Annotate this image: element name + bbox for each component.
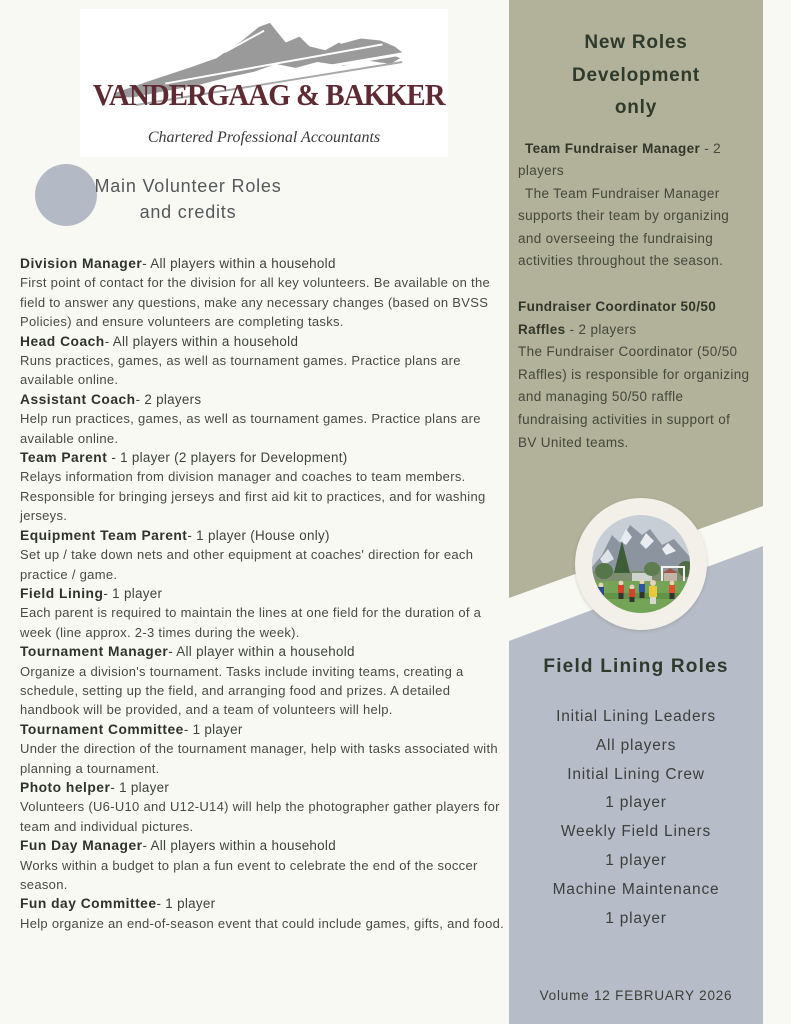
role-entry xyxy=(20,894,507,933)
photo-frame xyxy=(575,498,707,630)
new-role-players: - 2 players xyxy=(518,140,722,179)
role-description: Organize a division's tournament. Tasks include inviting teams, creating a schedule, setting up the field, and arranging food and prizes. A detailed handbook will be provided, and a team of volunteers will help. xyxy=(20,663,464,718)
new-role-description: The Team Fundraiser Manager supports their team by organizing and overseeing the fundraising activities throughout the season. xyxy=(518,185,730,269)
role-title: Fun day Committee xyxy=(20,896,157,912)
new-role-entry xyxy=(518,138,751,274)
role-players: - All players within a household xyxy=(142,838,336,854)
sidebar xyxy=(509,0,763,1024)
new-roles-body xyxy=(509,138,763,455)
role-title: Division Manager xyxy=(20,256,143,271)
field-lining-section xyxy=(509,656,763,933)
new-roles-heading-line2: Development xyxy=(571,64,701,86)
role-entry xyxy=(20,526,507,584)
role-title: Team Parent xyxy=(20,450,108,466)
page-title-line1: Main Volunteer Roles xyxy=(94,176,282,196)
role-title-line xyxy=(20,778,507,797)
role-title-line xyxy=(20,642,507,661)
role-description: Under the direction of the tournament manager, help with tasks associated with planning a tournament. xyxy=(20,741,498,776)
role-title: Photo helper xyxy=(20,779,111,795)
role-title: Tournament Manager xyxy=(20,644,169,660)
field-lining-role: Initial Lining Leaders xyxy=(556,708,716,725)
volume-footer: Volume 12 FEBRUARY 2026 xyxy=(539,988,733,1003)
role-entry xyxy=(20,390,507,448)
role-entry xyxy=(20,836,507,894)
new-roles-heading-line3: only xyxy=(614,97,658,118)
field-lining-count: 1 player xyxy=(605,794,667,812)
company-tagline: Chartered Professional Accountants xyxy=(147,129,381,146)
role-description: Help run practices, games, as well as tournament games. Practice plans are available online. xyxy=(20,411,481,446)
field-lining-list xyxy=(509,703,763,933)
field-lining-count: 1 player xyxy=(605,909,667,927)
role-title: Tournament Committee xyxy=(20,721,184,737)
role-title-line xyxy=(20,584,507,603)
company-logo xyxy=(80,9,448,157)
role-title: Equipment Team Parent xyxy=(20,527,188,543)
role-players: - 1 player xyxy=(183,721,243,737)
role-players: - 1 player (House only) xyxy=(187,527,330,543)
role-entry xyxy=(20,254,507,332)
role-players: - All players within a household xyxy=(104,333,299,349)
role-entry xyxy=(20,720,507,778)
role-title: Field Lining xyxy=(20,585,104,601)
role-title-line xyxy=(20,894,507,913)
role-players: - 2 players xyxy=(135,391,202,407)
role-description: First point of contact for the division for all key volunteers. Be available on the field to answer any questions, make any necessary changes (based on BVSS Policies) and ensure volunteers are completing tasks. xyxy=(20,275,491,330)
role-players: - 1 player xyxy=(103,585,163,601)
role-description: Relays information from division manager and coaches to team members. Responsible for bringing jerseys and first aid kit to practices, and for washing jerseys. xyxy=(20,469,486,524)
role-title-line xyxy=(20,836,507,855)
page-title xyxy=(62,173,314,225)
role-description: Volunteers (U6-U10 and U12-U14) will help the photographer gather players for team and individual pictures. xyxy=(20,799,500,834)
new-role-title: Fundraiser Coordinator 50/50 Raffles xyxy=(518,299,717,337)
new-role-entry xyxy=(518,296,751,454)
role-players: - 1 player (2 players for Development) xyxy=(107,450,348,466)
new-role-players: - 2 players xyxy=(565,321,637,337)
field-lining-role: Initial Lining Crew xyxy=(567,765,705,783)
role-title-line xyxy=(20,448,507,467)
field-lining-role: Machine Maintenance xyxy=(552,880,720,898)
company-name: VANDERGAAG & BAKKER xyxy=(92,77,445,112)
role-players: - 1 player xyxy=(156,896,216,912)
role-description: Help organize an end-of-season event that could include games, gifts, and food. xyxy=(20,915,505,931)
role-title-line xyxy=(20,720,507,739)
new-roles-heading-line1: New Roles xyxy=(584,32,688,53)
field-lining-role: Weekly Field Liners xyxy=(560,823,712,841)
role-description: Works within a budget to plan a fun event to celebrate the end of the soccer season. xyxy=(20,857,478,892)
role-players: - All player within a household xyxy=(168,644,355,660)
role-title-line xyxy=(20,332,507,351)
role-players: - All players within a household xyxy=(142,256,336,271)
role-title-line xyxy=(20,390,507,409)
role-description: Each parent is required to maintain the lines at one field for the duration of a week (line approx. 2-3 times during the week). xyxy=(20,605,482,640)
new-role-title: Team Fundraiser Manager xyxy=(525,140,701,156)
new-roles-heading xyxy=(509,27,763,125)
role-entry xyxy=(20,584,507,642)
field-lining-count: All players xyxy=(595,736,677,754)
volunteer-roles-list xyxy=(20,254,507,933)
new-role-description: The Fundraiser Coordinator (50/50 Raffles) is responsible for organizing and managing 50/50 raffle fundraising activities in support of BV United teams. xyxy=(518,344,750,450)
role-players: - 1 player xyxy=(110,779,170,795)
role-title: Head Coach xyxy=(20,333,105,349)
role-entry xyxy=(20,332,507,390)
role-title-line xyxy=(20,254,507,273)
role-entry xyxy=(20,642,507,720)
role-description: Set up / take down nets and other equipment at coaches' direction for each practice / game. xyxy=(20,547,474,582)
role-entry xyxy=(20,778,507,836)
role-title: Fun Day Manager xyxy=(20,838,143,854)
role-title-line xyxy=(20,526,507,545)
role-title: Assistant Coach xyxy=(20,391,136,407)
field-lining-heading: Field Lining Roles xyxy=(543,656,729,677)
new-roles-section xyxy=(509,0,763,454)
role-entry xyxy=(20,448,507,526)
field-lining-count: 1 player xyxy=(605,851,667,869)
soccer-field-photo xyxy=(592,515,690,613)
page-title-line2: and credits xyxy=(139,202,237,222)
role-description: Runs practices, games, as well as tournament games. Practice plans are available online. xyxy=(20,353,461,388)
